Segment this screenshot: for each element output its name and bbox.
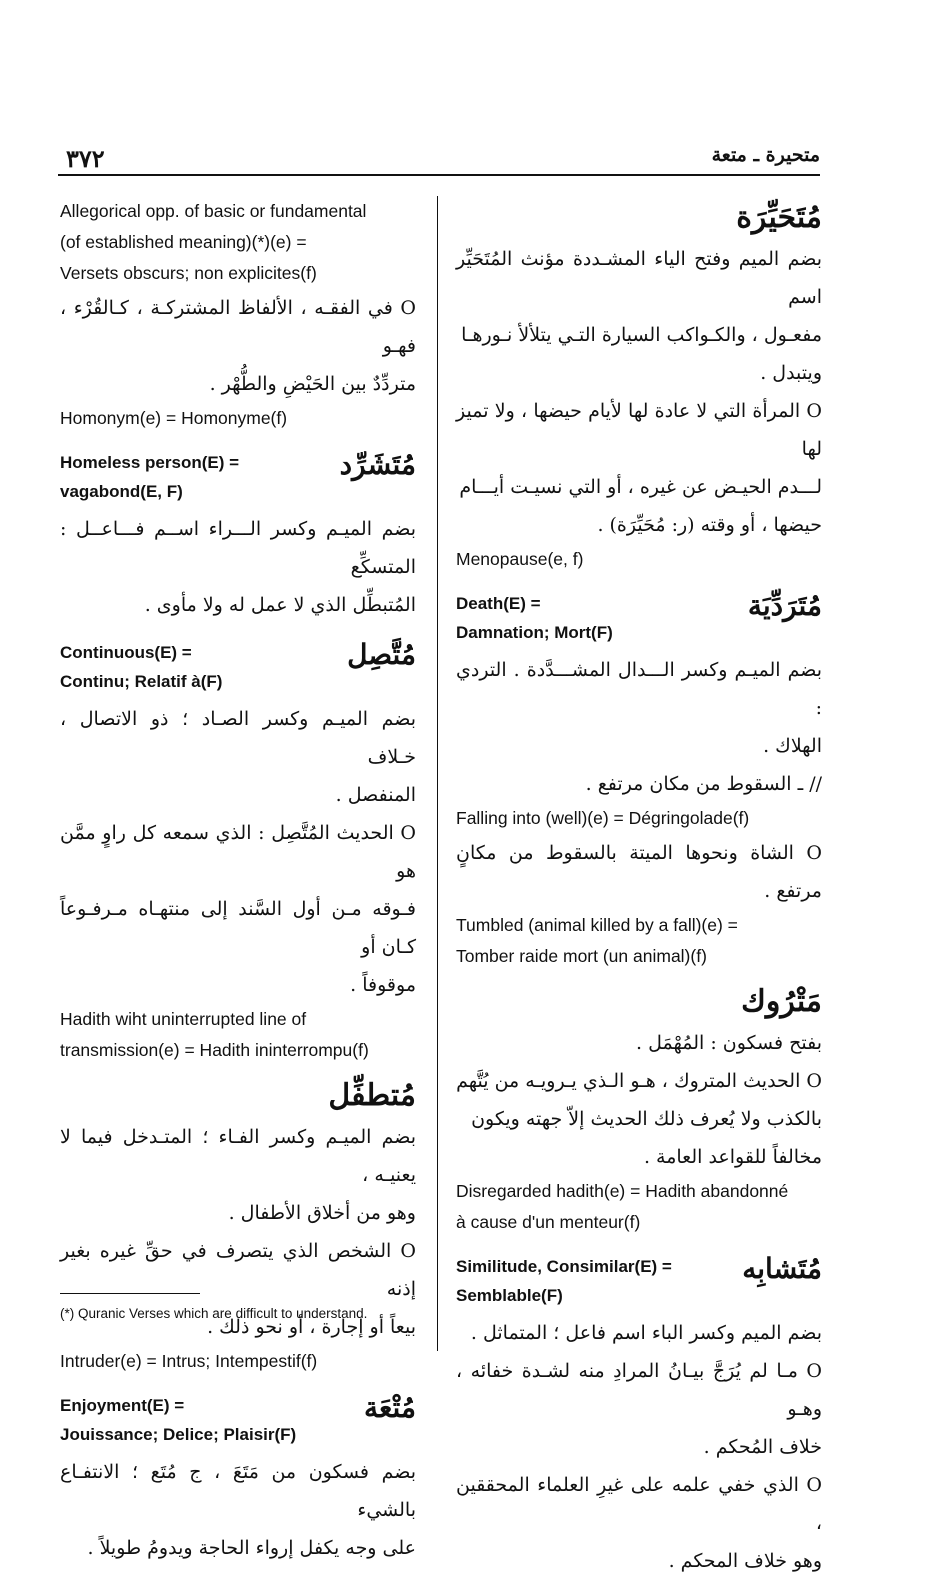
headword: مُتْعَة [364,1391,416,1424]
definition-line: بضم الميم وكسر الباء اسم فاعل ؛ المتماثل . [470,1322,822,1344]
gloss-line: vagabond(E, F) [60,482,183,501]
definition-line: وهو خلاف المحكم . [668,1550,822,1572]
gloss-line: Falling into (well)(e) = Dégringolade(f) [456,808,750,828]
entry-motashared [60,448,416,624]
definition-line: مفعـول ، والكـواكب السيارة التـي يتلألأ نـورهـا [461,324,822,346]
definition-line: بضم فسكون من مَتَعَ ، ج مُتَع ؛ الانتفـاع بالشيء [60,1461,416,1521]
definition-line: بضم الميـم وكسر الفـاء ؛ المتـدخل فيما لا يعنيـه ، [60,1126,416,1186]
entry-motashabeh [456,1252,822,1580]
headword: مُتَحَيِّرَة [736,200,822,235]
headword: مُتطفِّل [328,1078,416,1113]
entry-head [60,448,416,506]
entry-matrook [456,980,822,1238]
definition-line: متردِّدٌ بين الحَيْضِ والطُّهْر . [209,373,416,395]
entry-head [456,589,822,647]
entry-motatafel [60,1074,416,1377]
header-rule [58,174,820,176]
left-column [60,196,416,1575]
definition-text [456,1024,822,1176]
definition-line: الهلاك . [763,735,822,757]
gloss-line: Semblable(F) [456,1286,563,1305]
gloss-line: Damnation; Mort(F) [456,623,613,642]
definition-text [456,651,822,803]
definition-line: O الحديث المُتَّصِل : الذي سمعه كل راوٍ ممَّن هو [60,822,416,882]
definition-line: O المرأة التي لا عادة لها لأيام حيضها ، ولا تميز لها [456,400,822,460]
gloss-line: Allegorical opp. of basic or fundamental [60,201,367,221]
gloss-line: Tumbled (animal killed by a fall)(e) = [456,915,738,935]
entry-head [60,1391,416,1449]
definition-line: على وجه يكفل إرواء الحاجة ويدومُ طويلاً . [87,1537,416,1559]
gloss-line: à cause d'un menteur(f) [456,1212,641,1232]
page-header [58,138,820,178]
gloss-line: Homeless person(E) = [60,453,240,472]
gloss-line: Similitude, Consimilar(E) = [456,1257,672,1276]
definition-line: بضم الميـم وكسر الصـاد ؛ ذو الاتصال ، خـلاف [60,708,416,768]
gloss-line: Menopause(e, f) [456,549,584,569]
gloss-line: Continu; Relatif à(F) [60,672,223,691]
headword: مُتَشابِه [742,1252,822,1285]
definition-line: بفتح فسكون : المُهْمَل . [636,1032,822,1054]
definition-text [456,1314,822,1580]
entry-motaraddiya [456,589,822,972]
definition-text [456,240,822,544]
gloss-line: Death(E) = [456,594,541,613]
gloss-line: (of established meaning)(*)(e) = [60,232,307,252]
entry-mota [60,1391,416,1567]
definition-line: ويتبدل . [760,362,822,384]
entry-mottasel [60,638,416,1066]
definition-line: O الشاة ونحوها الميتة بالسقوط من مكانٍ مرتفع . [456,842,822,902]
footnote: (*) Quranic Verses which are difficult to understand. [60,1306,368,1321]
definition-line: خلاف المُحكم . [703,1436,822,1458]
running-head: متحيرة ـ متعة [711,144,820,166]
definition-line: المنفصل . [335,784,416,806]
entry-head [60,638,416,696]
definition-line: O الحديث المتروك ، هـو الـذي يـرويـه من يُتَّهم [456,1070,822,1092]
headword: مُتَشَرِّد [339,448,416,481]
definition-line: O الشخص الذي يتصرف في حقِّ غيره بغير إذنه [60,1240,416,1300]
definition-line: بضم الميـم وكسر الـــراء اســم فـــاعــل : المتسكِّع [60,518,416,578]
definition-line: وهو من أخلاق الأطفال . [228,1202,416,1224]
definition-line: O الذي خفي علمه على غيرِ العلماء المحققين ، [456,1474,822,1534]
gloss-line: Versets obscurs; non explicites(f) [60,263,317,283]
definition-text [60,700,416,1004]
definition-line: بيعاً أو إجارة ، أو نحو ذلك . [207,1316,416,1338]
gloss-line: Homonym(e) = Homonyme(f) [60,408,288,428]
gloss-line: Tomber raide mort (un animal)(f) [456,946,707,966]
footnote-rule [60,1293,200,1294]
definition-line: فـوقه مـن أول السَّند إلى منتهـاه مـرفـوعاً كـان أو [60,898,416,958]
definition-line: لـــدم الحيـض عن غيره ، أو التي نسيـت أيـــام [459,476,822,498]
definition-text [60,510,416,624]
page-number: ٣٧٢ [66,144,105,173]
definition-line: موقوفاً . [350,974,416,996]
gloss-line: Hadith wiht uninterrupted line of [60,1009,307,1029]
gloss-line: transmission(e) = Hadith ininterrompu(f) [60,1040,369,1060]
gloss-line: Intruder(e) = Intrus; Intempestif(f) [60,1351,318,1371]
definition-line: O في الفقـه ، الألفاظ المشتركـة ، كـالقُرْء ، فهـو [60,297,416,357]
definition-line: O مـا لم يُرَجَّ بيـانُ المرادِ منه لشـدة خفائه ، وهـو [456,1360,822,1420]
definition-line: حيضها ، أو وقته (ر: مُحَيِّرَة) . [597,514,822,536]
definition-text [60,289,416,403]
headword: مُتَرَدِّيَة [747,589,822,622]
definition-text [456,834,822,910]
definition-line: بضم الميم وفتح الياء المشـددة مؤنث المُتَحَيِّر اسم [456,248,822,308]
definition-line: مخالفاً للقواعد العامة . [643,1146,822,1168]
entry-head [456,1252,822,1310]
entry-motahayyira [456,196,822,575]
gloss-line: Disregarded hadith(e) = Hadith abandonné [456,1181,789,1201]
right-column [456,196,822,1588]
definition-line: بضم الميـم وكسر الـــدال المشـــدَّدة . التردي : [456,659,822,719]
gloss-line: Enjoyment(E) = [60,1396,185,1415]
headword: مُتَّصِل [347,638,416,671]
definition-line: بالكذب ولا يُعرف ذلك الحديث إلاّ جهته ويكون [471,1108,822,1130]
definition-text [60,1453,416,1567]
entry-continuation [60,196,416,434]
gloss-line: Jouissance; Delice; Plaisir(F) [60,1425,297,1444]
headword: مَتْرُوك [741,984,822,1019]
gloss-line: Continuous(E) = [60,643,192,662]
definition-line: المُتبطِّل الذي لا عمل له ولا مأوى . [144,594,416,616]
column-divider [437,196,438,1351]
definition-line: // ـ السقوط من مكان مرتفع . [585,773,822,795]
